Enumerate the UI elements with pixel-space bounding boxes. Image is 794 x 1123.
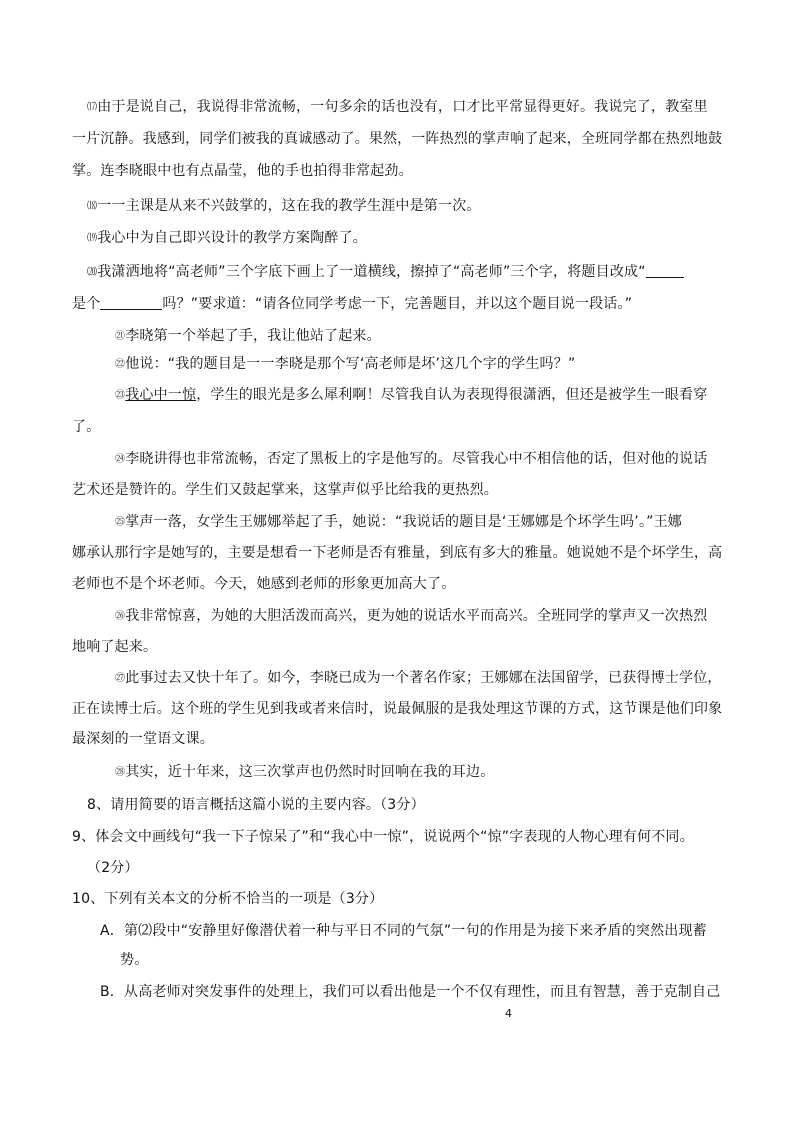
paragraph-20-line-2: 是个 吗？”要求道：“请各位同学考虑一下，完善题目，并以这个题目说一段话。” [72, 296, 633, 312]
question-9-line-1: 9、体会文中画线句“我一下子惊呆了”和“我心中一惊”，说说两个“惊”字表现的人物心理有何不同。 [72, 829, 694, 845]
paragraph-22: ㉒他说：“我的题目是一一李晓是那个写‘高老师是坏’这几个字的学生吗？” [115, 356, 576, 372]
paragraph-18: ⒅一一主课是从来不兴鼓掌的，这在我的教学生涯中是第一次。 [87, 198, 481, 214]
paragraph-17-line-3: 掌。连李晓眼中也有点晶莹，他的手也拍得非常起劲。 [72, 163, 413, 179]
paragraph-number: ⒇ [87, 267, 98, 278]
paragraph-23-line-2: 了。 [72, 419, 101, 435]
question-10-option-b-line-1: B．从高老师对突发事件的处理上，我们可以看出他是一个不仅有理性，而且有智慧，善于克制自己 [100, 984, 721, 1000]
paragraph-number: ㉑ [115, 331, 126, 342]
question-9-line-2: （2分） [87, 860, 139, 876]
paragraph-24-line-1: ㉔李晓讲得也非常流畅，否定了黑板上的字是他写的。尽管我心中不相信他的话，但对他的说话 [115, 451, 708, 467]
question-8: 8、请用简要的语言概括这篇小说的主要内容。（3分） [87, 797, 425, 813]
paragraph-26-line-2: 地响了起来。 [72, 639, 158, 655]
paragraph-number: ㉔ [115, 454, 126, 465]
paragraph-28: ㉘其实，近十年来，这三次掌声也仍然时时回响在我的耳边。 [115, 764, 495, 780]
paragraph-25-line-2: 娜承认那行字是她写的，主要是想看一下老师是否有雅量，到底有多大的雅量。她说她不是个坏学生，高 [72, 545, 723, 561]
fill-blank-1 [646, 263, 684, 278]
paragraph-25-line-3: 老师也不是个坏老师。今天，她感到老师的形象更加高大了。 [72, 576, 456, 592]
paragraph-26-line-1: ㉖我非常惊喜，为她的大胆活泼而高兴，更为她的说话水平而高兴。全班同学的掌声又一次热烈 [115, 608, 708, 624]
paragraph-23-line-1: ㉓我心中一惊，学生的眼光是多么犀利啊！尽管我自认为表现得很潇洒，但还是被学生一眼看穿 [115, 387, 708, 403]
question-10-stem: 10、下列有关本文的分析不恰当的一项是（3分） [72, 891, 384, 907]
page-number: 4 [505, 1007, 512, 1020]
paragraph-number: ⒅ [87, 201, 98, 212]
paragraph-27-line-3: 最深刻的一堂语文课。 [72, 731, 214, 747]
underlined-sentence: 我心中一惊 [125, 387, 197, 403]
paragraph-17-line-1: ⒄由于是说自己，我说得非常流畅，一句多余的话也没有，口才比平常显得更好。我说完了，教室里 [87, 99, 708, 115]
paragraph-number: ⒆ [87, 233, 98, 244]
paragraph-21: ㉑李晓第一个举起了手，我让他站了起来。 [115, 328, 381, 344]
paragraph-17-line-2: 一片沉静。我感到，同学们被我的真诚感动了。果然，一阵热烈的掌声响了起来，全班同学都在热烈地鼓 [72, 131, 723, 147]
paragraph-number: ㉒ [115, 359, 126, 370]
paragraph-27-line-2: 正在读博士后。这个班的学生见到我或者来信时，说最佩服的是我处理这节课的方式，这节课是他们印象 [72, 701, 723, 717]
fill-blank-2 [100, 295, 162, 310]
paragraph-number: ⒄ [87, 102, 98, 113]
paragraph-20-line-1: ⒇我潇洒地将“高老师”三个字底下画上了一道横线，擦掉了“高老师”三个字，将题目改成“ [87, 262, 684, 283]
paragraph-number: ㉕ [115, 517, 126, 528]
paragraph-19: ⒆我心中为自己即兴设计的教学方案陶醉了。 [87, 230, 368, 246]
paragraph-number: ㉓ [115, 390, 126, 401]
paragraph-27-line-1: ㉗此事过去又快十年了。如今，李晓已成为一个著名作家；王娜娜在法国留学，已获得博士学位， [115, 670, 722, 686]
question-10-option-a-line-1: A．第⑵段中“安静里好像潜伏着一种与平日不同的气氛”一句的作用是为接下来矛盾的突然出现蓄 [100, 923, 707, 939]
paragraph-number: ㉘ [115, 767, 126, 778]
paragraph-number: ㉖ [115, 611, 126, 622]
paragraph-25-line-1: ㉕掌声一落，女学生王娜娜举起了手，她说：“我说话的题目是‘王娜娜是个坏学生吗’。”王娜 [115, 514, 683, 530]
paragraph-24-line-2: 艺术还是赞许的。学生们又鼓起掌来，这掌声似乎比给我的更热烈。 [72, 482, 498, 498]
question-10-option-a-line-2: 势。 [120, 952, 149, 968]
paragraph-number: ㉗ [115, 673, 126, 684]
